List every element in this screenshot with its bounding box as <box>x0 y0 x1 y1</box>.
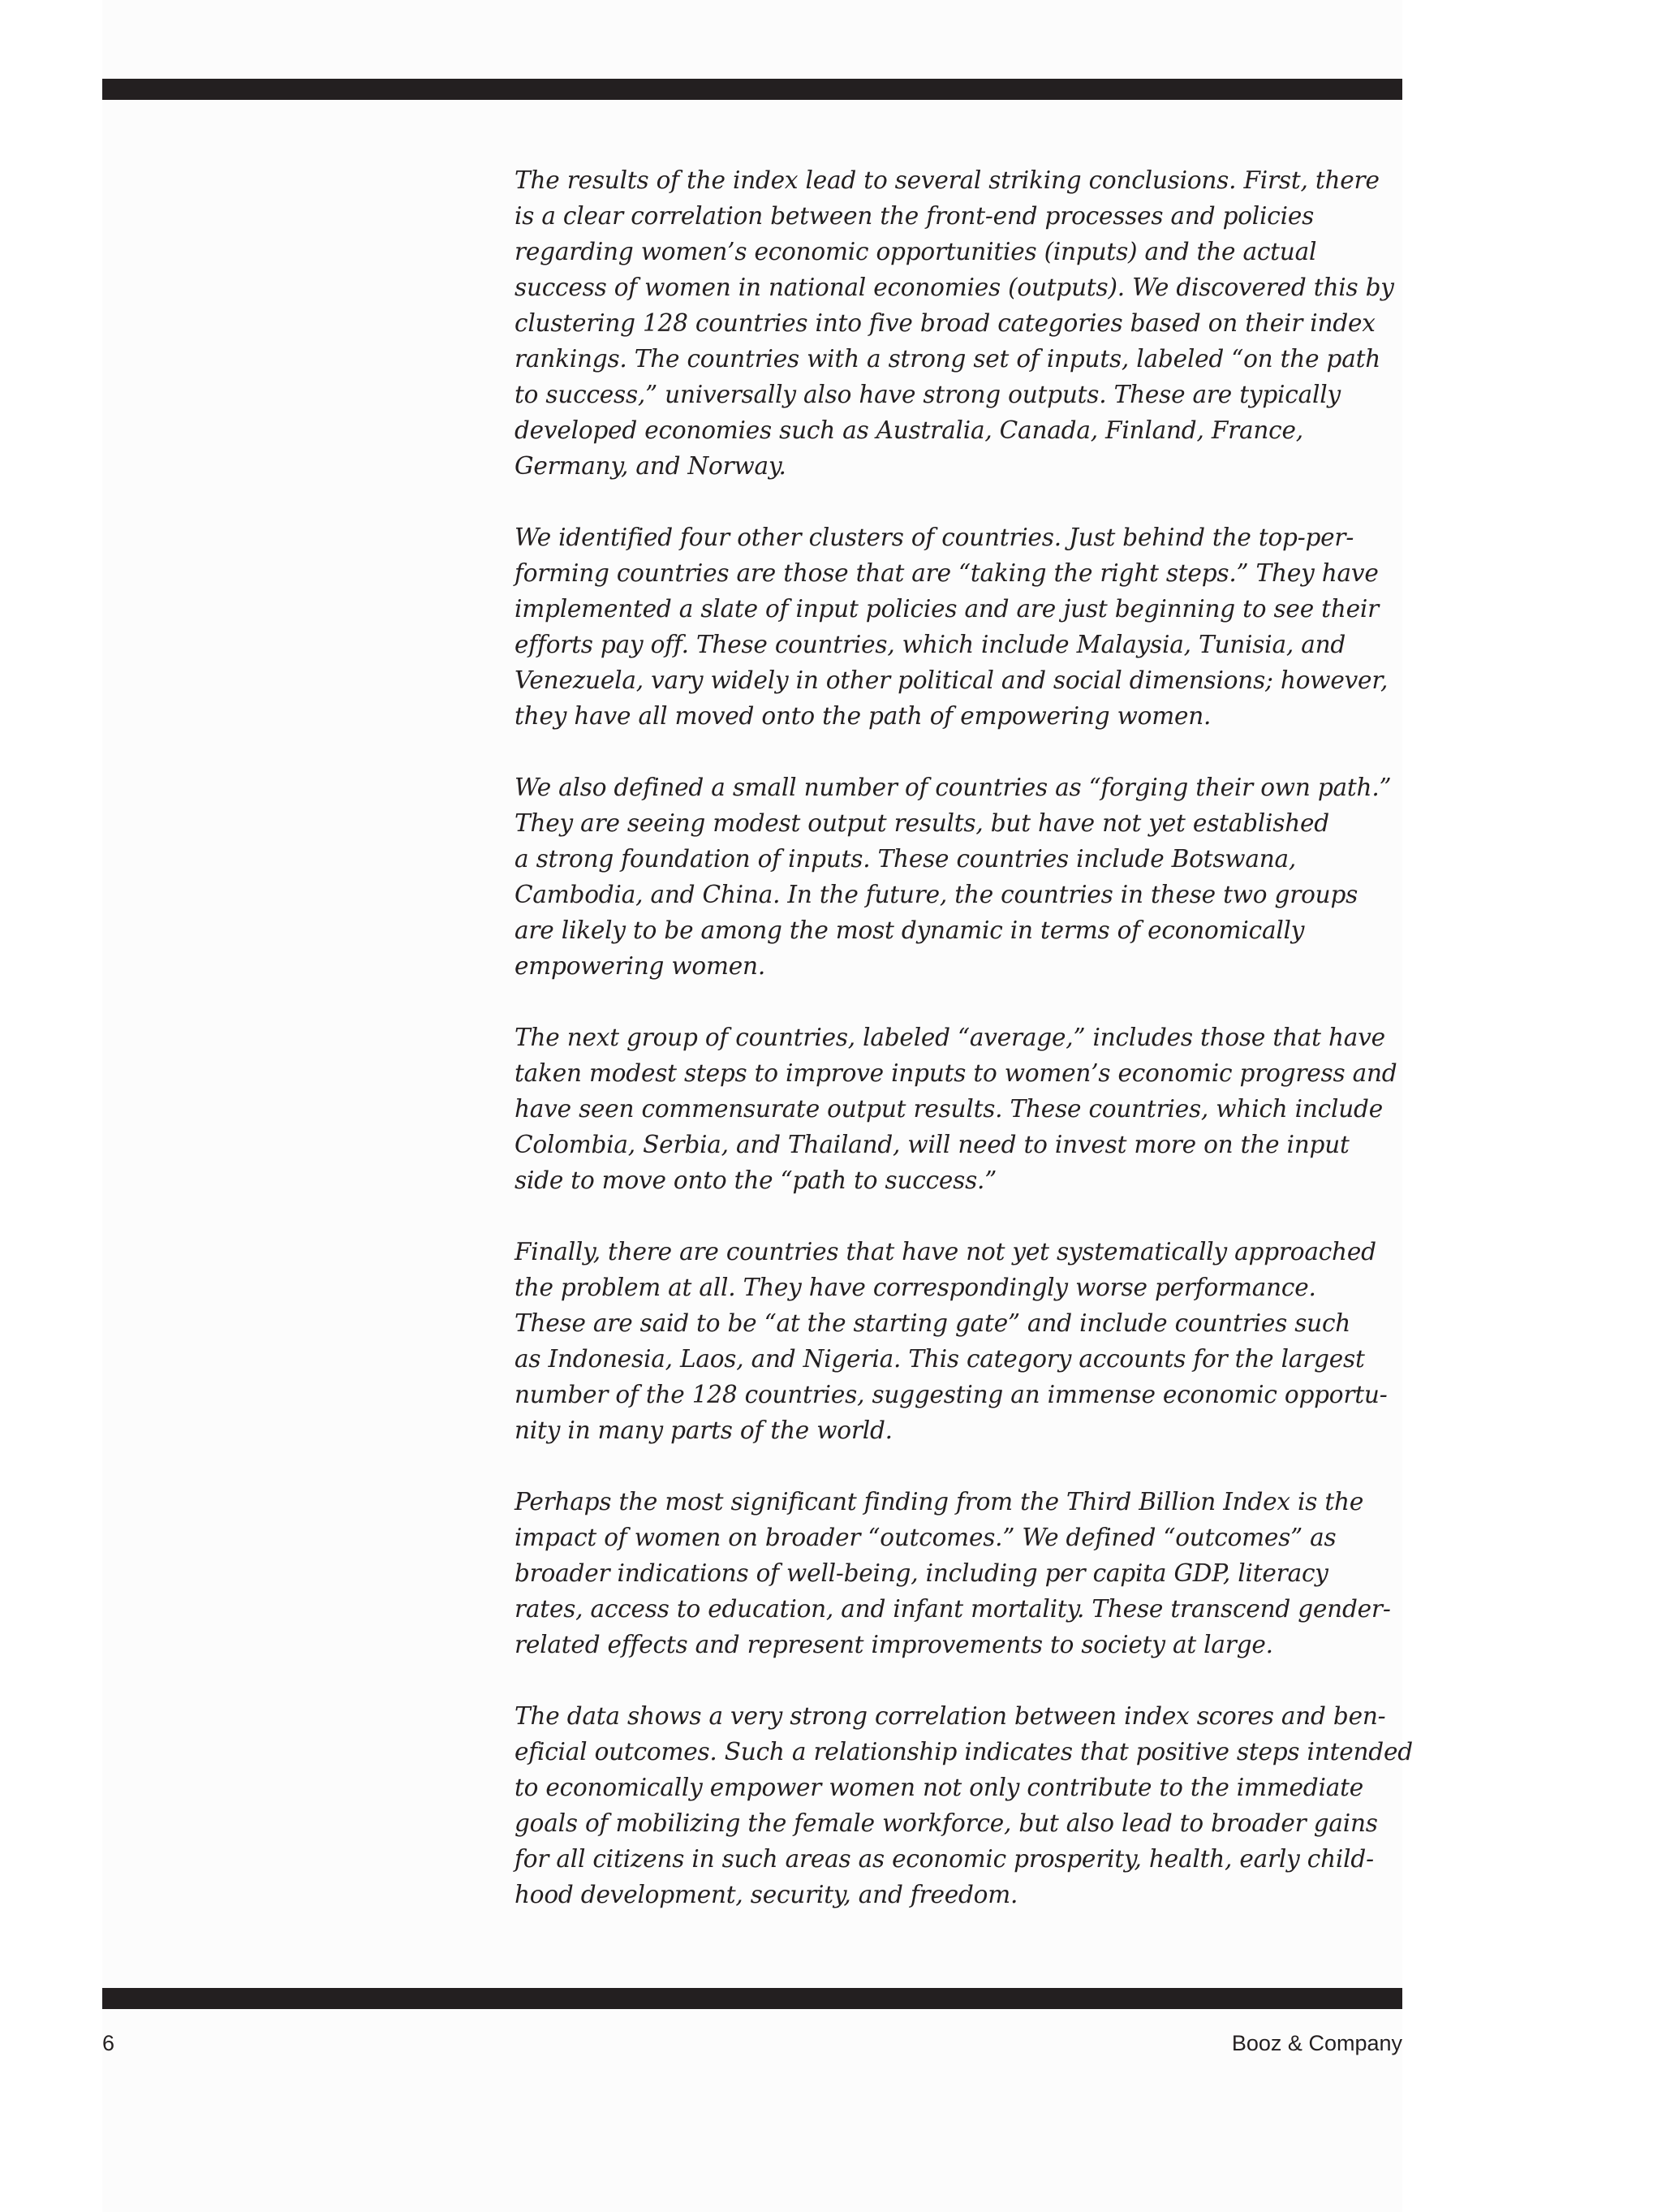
footer-brand: Booz & Company <box>1231 2031 1402 2055</box>
text-line: as Indonesia, Laos, and Nigeria. This category accounts for the largest <box>515 1345 1365 1373</box>
text-line: the problem at all. They have correspondingly worse performance. <box>515 1274 1316 1301</box>
text-line: The results of the index lead to several striking conclusions. First, there <box>515 166 1380 194</box>
text-line: Venezuela, vary widely in other political and social dimensions; however, <box>515 666 1389 694</box>
text-line: number of the 128 countries, suggesting an immense economic opportu- <box>515 1381 1388 1408</box>
header-rule <box>102 79 1402 100</box>
text-line: success of women in national economies (outputs). We discovered this by <box>515 274 1394 301</box>
text-line: hood development, security, and freedom. <box>515 1881 1018 1908</box>
text-line: are likely to be among the most dynamic in terms of economically <box>515 916 1305 944</box>
paragraph <box>515 770 1407 984</box>
text-line: clustering 128 countries into five broad categories based on their index <box>515 309 1376 337</box>
paragraph <box>515 1020 1407 1198</box>
text-line: efforts pay off. These countries, which include Malaysia, Tunisia, and <box>515 631 1346 658</box>
text-line: We identified four other clusters of countries. Just behind the top-per- <box>515 524 1354 551</box>
text-line: a strong foundation of inputs. These countries include Botswana, <box>515 845 1297 873</box>
text-line: forming countries are those that are “taking the right steps.” They have <box>515 559 1379 587</box>
text-line: The next group of countries, labeled “average,” includes those that have <box>515 1024 1385 1051</box>
text-line: Perhaps the most significant finding from the Third Billion Index is the <box>515 1488 1364 1516</box>
text-line: These are said to be “at the starting gate” and include countries such <box>515 1309 1351 1337</box>
text-line: to economically empower women not only contribute to the immediate <box>515 1774 1364 1801</box>
text-line: for all citizens in such areas as economic prosperity, health, early child- <box>515 1845 1374 1873</box>
paragraph <box>515 1234 1407 1448</box>
text-line: Finally, there are countries that have not yet systematically approached <box>515 1238 1376 1266</box>
text-line: to success,” universally also have strong outputs. These are typically <box>515 381 1341 408</box>
footer-rule <box>102 1988 1402 2009</box>
text-line: side to move onto the “path to success.” <box>515 1166 997 1194</box>
paragraph <box>515 162 1407 484</box>
text-line: The data shows a very strong correlation between index scores and ben- <box>515 1702 1386 1730</box>
paragraph <box>515 1484 1407 1662</box>
text-line: Cambodia, and China. In the future, the countries in these two groups <box>515 881 1358 908</box>
text-line: empowering women. <box>515 952 766 980</box>
text-line: They are seeing modest output results, but have not yet established <box>515 809 1329 837</box>
text-line: developed economies such as Australia, Canada, Finland, France, <box>515 416 1303 444</box>
paragraph <box>515 520 1407 734</box>
text-line: impact of women on broader “outcomes.” We defined “outcomes” as <box>515 1524 1337 1551</box>
text-line: implemented a slate of input policies and are just beginning to see their <box>515 595 1379 623</box>
body-text <box>515 162 1413 1912</box>
paragraph <box>515 1698 1413 1912</box>
text-line: goals of mobilizing the female workforce, but also lead to broader gains <box>515 1809 1378 1837</box>
text-line: have seen commensurate output results. These countries, which include <box>515 1095 1383 1123</box>
text-line: We also defined a small number of countries as “forging their own path.” <box>515 774 1392 801</box>
text-line: nity in many parts of the world. <box>515 1416 893 1444</box>
text-line: taken modest steps to improve inputs to women’s economic progress and <box>515 1059 1397 1087</box>
text-line: they have all moved onto the path of empowering women. <box>515 702 1212 730</box>
text-line: regarding women’s economic opportunities (inputs) and the actual <box>515 238 1317 265</box>
text-line: related effects and represent improvements to society at large. <box>515 1631 1273 1658</box>
text-line: eficial outcomes. Such a relationship indicates that positive steps intended <box>515 1738 1413 1766</box>
text-line: Colombia, Serbia, and Thailand, will need to invest more on the input <box>515 1131 1350 1158</box>
text-line: Germany, and Norway. <box>515 452 786 480</box>
text-line: rankings. The countries with a strong set of inputs, labeled “on the path <box>515 345 1381 373</box>
text-line: broader indications of well-being, including per capita GDP, literacy <box>515 1559 1328 1587</box>
page-number: 6 <box>102 2031 115 2055</box>
text-line: is a clear correlation between the front-end processes and policies <box>515 202 1315 230</box>
text-line: rates, access to education, and infant mortality. These transcend gender- <box>515 1595 1391 1623</box>
